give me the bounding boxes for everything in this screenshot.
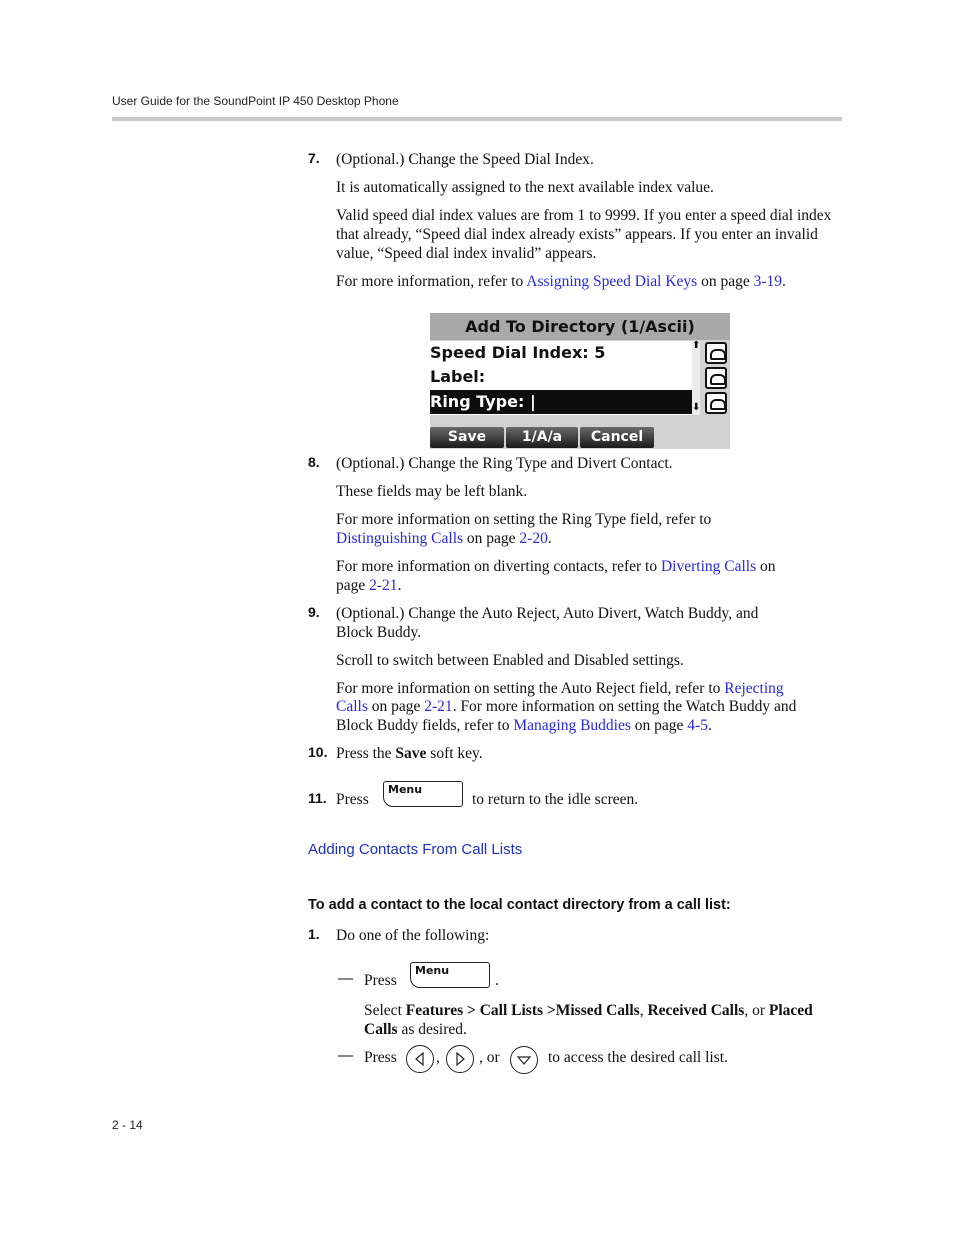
step-number: 9. [308,604,320,620]
text: , or [744,1002,769,1019]
paragraph: Scroll to switch between Enabled and Disabled settings. [336,652,684,669]
step-text: Press [364,1049,397,1066]
line-key-icon [705,367,727,389]
line-key-active-icon [705,392,727,414]
paragraph: page 2-21. [336,577,402,594]
link-diverting-calls[interactable]: Diverting Calls [660,558,757,575]
link-page[interactable]: 2-21 [369,577,398,594]
text: Select [364,1002,406,1019]
step-text: (Optional.) Change the Speed Dial Index. [336,151,594,168]
screen-row-ring-type: Ring Type: | [430,390,692,414]
header-rule [112,117,842,121]
down-arrow-key-icon [510,1046,538,1074]
phone-screen [430,313,730,449]
menu-path: Placed [768,1002,813,1019]
step-text: Block Buddy. [336,624,422,641]
softkey-1-a-a: 1/A/a [506,427,578,448]
text: For more information, refer to [336,273,527,290]
step-text: Press [336,791,369,808]
procedure-heading: To add a contact to the local contact directory from a call list: [308,897,731,913]
right-arrow-glyph [447,1046,473,1072]
text: on [756,558,776,575]
link-page[interactable]: 4-5 [687,717,708,734]
paragraph: For more information on setting the Ring Type field, refer to [336,511,712,528]
text: . [495,972,499,989]
text: , or [479,1049,500,1066]
line-key-icon [705,342,727,364]
save-softkey-label: Save [395,745,427,762]
link-page[interactable]: 3-19 [753,273,782,290]
paragraph [336,557,841,576]
scroll-down-icon: ⬇ [692,402,701,413]
link-rejecting-calls[interactable]: Rejecting [724,680,784,697]
paragraph [364,1001,841,1020]
softkey-cancel: Cancel [580,427,654,448]
text: as desired. [397,1021,467,1038]
step-text: to return to the idle screen. [472,791,639,808]
screen-row-label: Label: [430,367,486,386]
screen-body [430,341,692,415]
paragraph: Distinguishing Calls on page 2-20. [336,530,552,547]
step-number: 8. [308,454,320,470]
scroll-up-icon: ⬆ [692,340,701,351]
paragraph [364,1020,841,1039]
link-page[interactable]: 2-20 [519,530,548,547]
down-arrow-glyph [511,1047,537,1073]
dash-bullet: — [338,1047,353,1064]
paragraph [336,697,841,716]
step-text: Press [364,972,397,989]
text: Block Buddy fields, refer to [336,717,514,734]
step-number: 1. [308,926,320,942]
left-arrow-glyph [407,1046,433,1072]
text: on page [630,717,688,734]
paragraph: Block Buddy fields, refer to Managing Buddies on page 4-5. [336,717,712,734]
paragraph: These fields may be left blank. [336,483,528,500]
page-number: 2 - 14 [112,1118,143,1132]
step-number: 10. [308,744,328,760]
text: soft key. [426,745,483,762]
link-managing-buddies[interactable]: Managing Buddies [513,717,631,734]
step-text: to access the desired call list. [548,1049,728,1066]
step-text: (Optional.) Change the Ring Type and Divert Contact. [336,455,673,472]
step-number: 11. [308,790,327,806]
text: , [639,1002,648,1019]
scrollbar [692,341,700,415]
menu-key-label: Menu [415,964,450,977]
running-header: User Guide for the SoundPoint IP 450 Desktop Phone [112,94,399,108]
paragraph [336,679,841,698]
text: on page [367,698,425,715]
paragraph: It is automatically assigned to the next available index value. [336,179,714,196]
text: page [336,577,370,594]
menu-key-icon [383,781,463,807]
text: , [436,1049,440,1066]
paragraph [336,272,841,291]
link-rejecting-calls[interactable]: Calls [336,698,368,715]
menu-path: Received Calls [647,1002,745,1019]
step-text: (Optional.) Change the Auto Reject, Auto Divert, Watch Buddy, and [336,605,759,622]
link-distinguishing-calls[interactable]: Distinguishing Calls [336,530,464,547]
text: For more information on diverting contacts, refer to [336,558,661,575]
menu-path: Calls [364,1021,398,1038]
menu-path: Features > Call Lists >Missed Calls [405,1002,640,1019]
menu-key-label: Menu [388,783,423,796]
left-arrow-key-icon [406,1045,434,1073]
text: . For more information on setting the Watch Buddy and [452,698,797,715]
step-text: Do one of the following: [336,927,490,944]
step-number: 7. [308,150,320,166]
right-arrow-key-icon [446,1045,474,1073]
step-text [336,744,841,763]
text: . [782,273,786,290]
text: Press the [336,745,396,762]
paragraph: Valid speed dial index values are from 1 to 9999. If you enter a speed dial index that already, “Speed dial index already exists” appears. If you enter an invalid value, “Speed dial index invalid” appears. [336,207,832,262]
text: on page [463,530,520,547]
text: For more information on setting the Auto Reject field, refer to [336,680,725,697]
softkey-save: Save [430,427,504,448]
screen-row-speed-dial-index: Speed Dial Index: 5 [430,343,606,362]
screen-title: Add To Directory (1/Ascii) [430,313,730,340]
section-heading: Adding Contacts From Call Lists [308,841,523,858]
menu-key-icon [410,962,490,988]
dash-bullet: — [338,970,353,987]
link-page[interactable]: 2-21 [424,698,453,715]
link-assigning-speed-dial-keys[interactable]: Assigning Speed Dial Keys [526,273,698,290]
text: on page [697,273,754,290]
